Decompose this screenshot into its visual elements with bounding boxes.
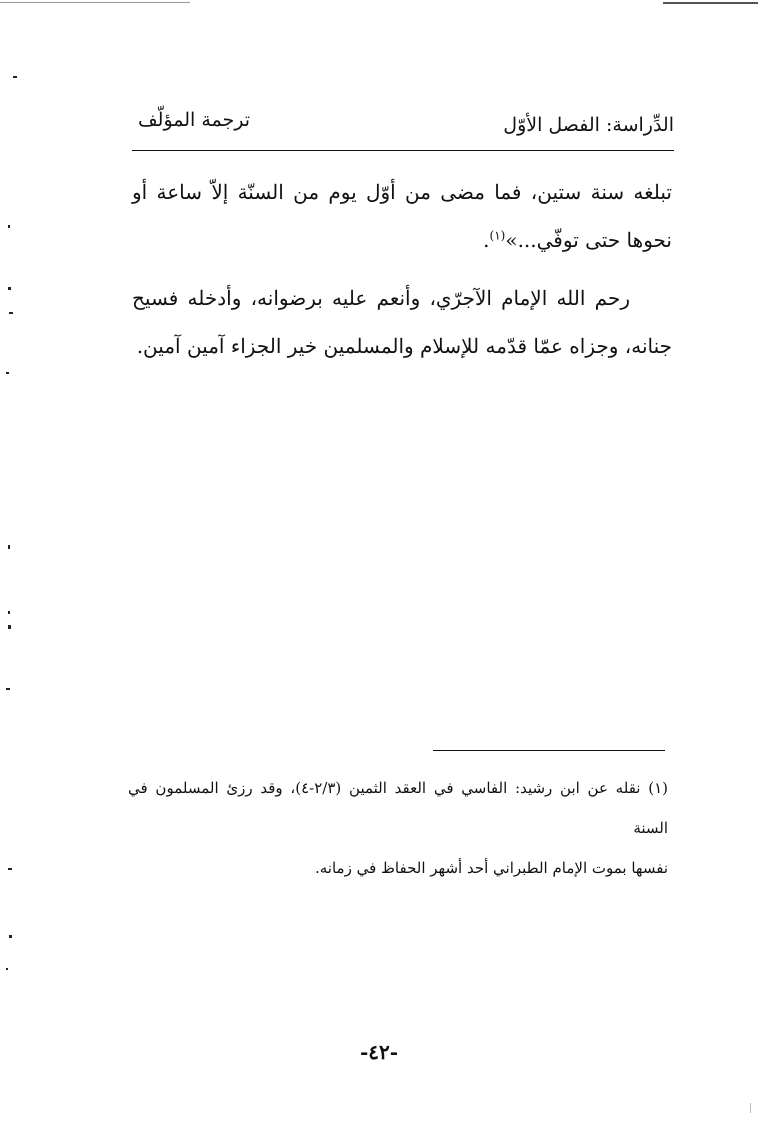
header-section-title: الدِّراسة: الفصل الأوّل <box>503 114 674 136</box>
paragraph <box>132 168 672 264</box>
scan-speck <box>8 225 10 228</box>
page-number: -٤٢- <box>359 1040 399 1064</box>
header-rule <box>132 150 674 151</box>
footnote-reference: (١) <box>489 228 506 243</box>
footnote-line: (١) نقله عن ابن رشيد: الفاسي في العقد الثمين (٢/٣-٤)، وقد رزئ المسلمون في السنة <box>128 779 668 837</box>
scan-speck <box>8 545 10 549</box>
paragraph-text: رحم الله الإمام الآجرّي، وأنعم عليه برضوانه، وأدخله فسيح جنانه، وجزاه عمّا قدّمه للإسلام والمسلمين خير الجزاء آمين آمين. <box>132 286 672 358</box>
scan-speck <box>8 287 11 290</box>
scan-speck <box>8 611 10 614</box>
scan-speck <box>6 372 9 374</box>
scan-speck <box>8 868 12 870</box>
footnote-line: نفسها بموت الإمام الطبراني أحد أشهر الحفاظ في زمانه. <box>315 859 668 877</box>
scan-speck <box>9 935 12 938</box>
scan-edge-line <box>663 2 758 4</box>
paragraph <box>132 274 672 370</box>
running-header <box>132 109 674 144</box>
paragraph-end: . <box>483 228 490 252</box>
scan-edge-line <box>0 2 190 3</box>
scan-speck <box>9 312 13 314</box>
scan-speck <box>8 625 11 629</box>
scan-speck <box>750 1103 751 1113</box>
header-topic-title: ترجمة المؤلّف <box>138 109 251 131</box>
footnote <box>128 768 668 888</box>
scan-speck <box>13 76 17 78</box>
scan-speck <box>6 688 10 690</box>
paragraph-text: تبلغه سنة ستين، فما مضى من أوّل يوم من السنّة إلاّ ساعة أو نحوها حتى توفّي...» <box>132 180 672 252</box>
main-text <box>132 168 672 370</box>
footnote-rule <box>433 750 665 751</box>
scan-speck <box>6 968 8 970</box>
